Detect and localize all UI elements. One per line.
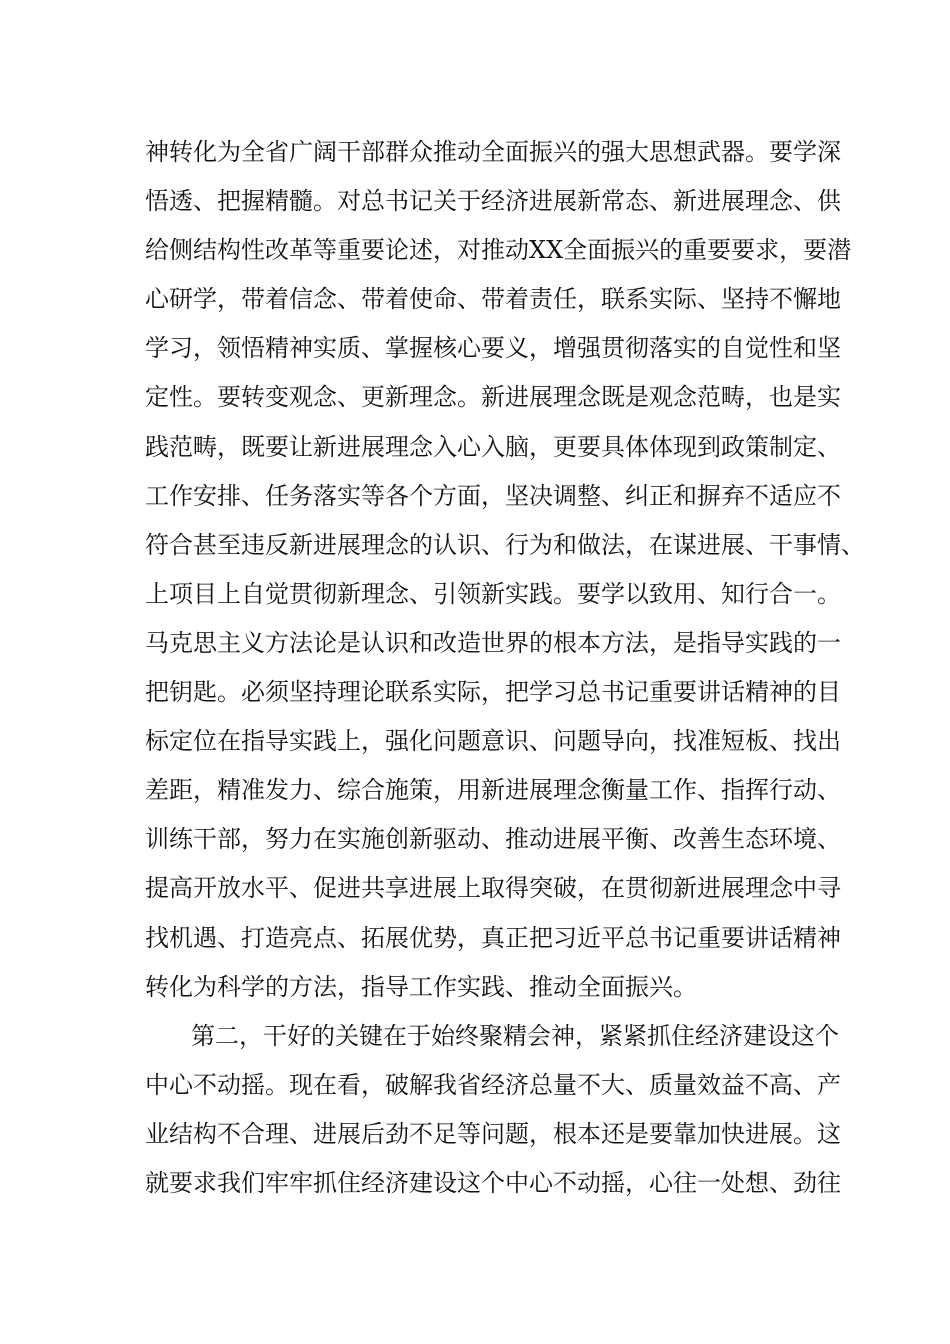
text-line: 标定位在指导实践上，强化问题意识、问题导向，找准短板、找出 xyxy=(145,727,841,756)
paragraph xyxy=(145,1012,841,1208)
text-line: 定性。要转变观念、更新理念。新进展理念既是观念范畴，也是实 xyxy=(145,383,841,412)
text-line: 给侧结构性改革等重要论述，对推动XX全面振兴的重要要求，要潜 xyxy=(145,236,852,265)
text-line: 学习，领悟精神实质、掌握核心要义，增强贯彻落实的自觉性和坚 xyxy=(145,334,841,363)
text-line: 心研学，带着信念、带着使命、带着责任，联系实际、坚持不懈地 xyxy=(145,285,841,314)
text-line: 把钥匙。必须坚持理论联系实际，把学习总书记重要讲话精神的目 xyxy=(145,678,841,707)
text-line: 神转化为全省广阔干部群众推动全面振兴的强大思想武器。要学深 xyxy=(145,138,841,166)
text-line: 提高开放水平、促进共享进展上取得突破，在贯彻新进展理念中寻 xyxy=(145,874,841,903)
text-line: 符合甚至违反新进展理念的认识、行为和做法，在谋进展、干事情、 xyxy=(145,530,865,559)
text-line: 业结构不合理、进展后劲不足等问题，根本还是要靠加快进展。这 xyxy=(145,1119,841,1148)
paragraph xyxy=(145,128,865,1012)
text-line: 第二，干好的关键在于始终聚精会神，紧紧抓住经济建设这个 xyxy=(191,1021,839,1050)
text-line: 上项目上自觉贯彻新理念、引领新实践。要学以致用、知行合一。 xyxy=(145,579,841,608)
text-line: 中心不动摇。现在看，破解我省经济总量不大、质量效益不高、产 xyxy=(145,1070,841,1099)
text-line: 差距，精准发力、综合施策，用新进展理念衡量工作、指挥行动、 xyxy=(145,776,841,805)
text-line: 践范畴，既要让新进展理念入心入脑，更要具体体现到政策制定、 xyxy=(145,432,841,461)
text-line: 转化为科学的方法，指导工作实践、推动全面振兴。 xyxy=(145,972,697,1001)
text-line: 找机遇、打造亮点、拓展优势，真正把习近平总书记重要讲话精神 xyxy=(145,923,841,952)
text-line: 悟透、把握精髓。对总书记关于经济进展新常态、新进展理念、供 xyxy=(145,187,841,216)
document-body xyxy=(145,128,865,1208)
text-line: 训练干部，努力在实施创新驱动、推动进展平衡、改善生态环境、 xyxy=(145,825,841,854)
text-line: 马克思主义方法论是认识和改造世界的根本方法，是指导实践的一 xyxy=(145,628,841,657)
text-line: 就要求我们牢牢抓住经济建设这个中心不动摇，心往一处想、劲往 xyxy=(145,1168,841,1197)
text-line: 工作安排、任务落实等各个方面，坚决调整、纠正和摒弃不适应不 xyxy=(145,481,841,510)
